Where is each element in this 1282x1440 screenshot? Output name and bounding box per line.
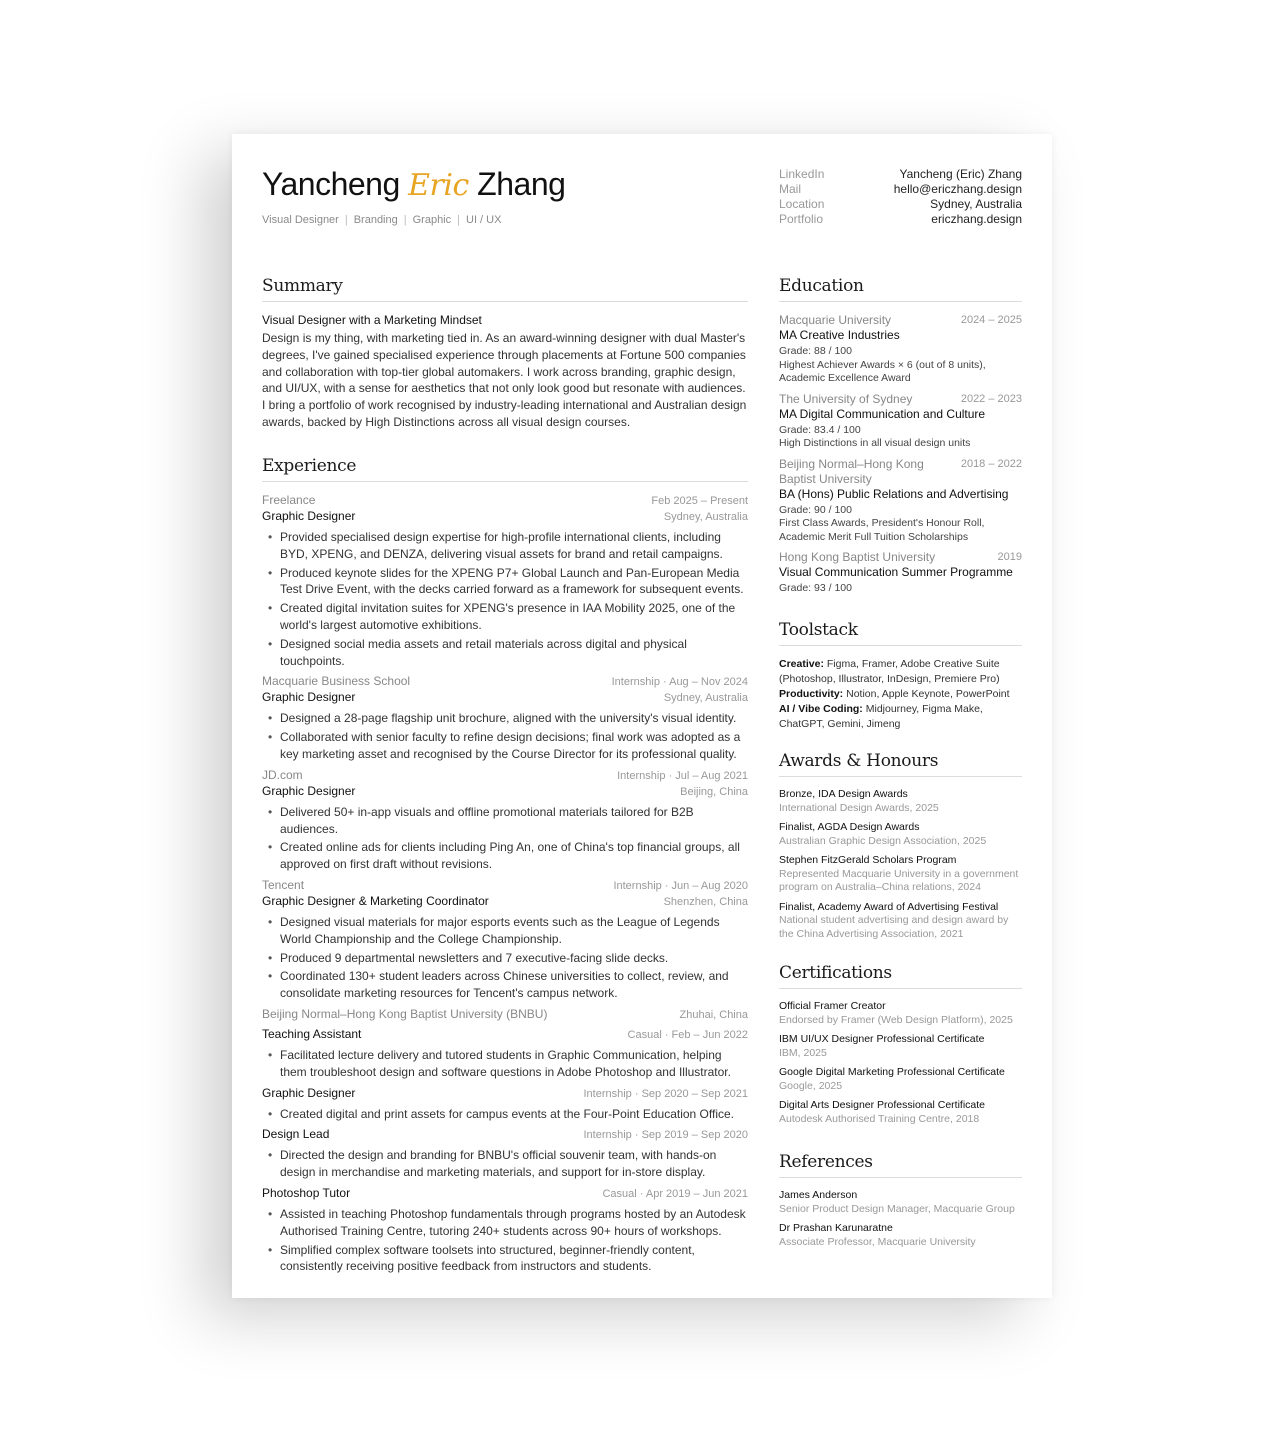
bullet-item: • Assisted in teaching Photoshop fundamentals through programs hosted by an Autodesk Authorised Training Centre, tutoring 240+ students across 90+ hours of workshops. — [262, 1206, 748, 1240]
award-item — [779, 821, 1022, 848]
job-org: JD.com — [262, 767, 303, 782]
toolstack-label: Creative: — [779, 658, 824, 670]
resume-page — [232, 134, 1052, 1298]
education-header — [779, 313, 1022, 328]
education-school: Hong Kong Baptist University — [779, 550, 936, 564]
tag: Visual Designer — [262, 214, 339, 226]
toolstack-section — [779, 620, 1022, 732]
job-entry — [262, 493, 748, 669]
education-grade: Grade: 90 / 100 — [779, 503, 852, 516]
job-subheader — [262, 784, 748, 800]
award-title: Finalist, Academy Award of Advertising Festival — [779, 900, 999, 913]
section-title: Toolstack — [779, 620, 1022, 646]
section-title: Education — [779, 276, 1022, 302]
job-header — [262, 768, 748, 784]
experience-section — [262, 456, 748, 1280]
tag: Branding — [353, 214, 398, 226]
bullet-item: • Produced 9 departmental newsletters and 7 executive-facing slide decks. — [262, 950, 748, 967]
job-header — [262, 878, 748, 894]
section-title: References — [779, 1152, 1022, 1178]
contact-label: Portfolio — [779, 212, 824, 226]
education-item — [779, 392, 1022, 451]
job-dates: Internship · Jul – Aug 2021 — [617, 769, 748, 782]
awards-section — [779, 751, 1022, 947]
education-school: Beijing Normal–Hong Kong Baptist University — [779, 456, 924, 486]
job-role: Photoshop Tutor — [262, 1185, 351, 1200]
reference-title: James Anderson — [779, 1189, 858, 1201]
job-role: Graphic Designer & Marketing Coordinator — [262, 893, 489, 908]
contact-block — [779, 167, 1022, 227]
job-location: Shenzhen, China — [663, 895, 748, 908]
toolstack-value: Midjourney, Figma Make, ChatGPT, Gemini, Jimeng — [779, 703, 983, 730]
education-grade: Grade: 83.4 / 100 — [779, 423, 861, 436]
section-title: Certifications — [779, 963, 1022, 989]
education-item — [779, 550, 1022, 596]
education-note: First Class Awards, President's Honour Roll, Academic Merit Full Tuition Scholarships — [779, 517, 985, 543]
job-location: Beijing, China — [680, 785, 748, 798]
tag: UI / UX — [466, 214, 502, 226]
education-degree: BA (Hons) Public Relations and Advertising — [779, 486, 1009, 501]
award-item — [779, 788, 1022, 815]
education-note: Highest Achiever Awards × 6 (out of 8 units), Academic Excellence Award — [779, 358, 986, 384]
certifications-section — [779, 963, 1022, 1132]
bullet-item: • Collaborated with senior faculty to refine design decisions; final work was adopted as a key marketing asset and recognised by the Course Director for its professional quality. — [262, 729, 748, 763]
job-dates: Internship · Jun – Aug 2020 — [613, 879, 748, 892]
first-name: Yancheng — [262, 166, 400, 202]
job-dates: Internship · Aug – Nov 2024 — [611, 676, 748, 689]
education-item — [779, 313, 1022, 386]
education-school: Macquarie University — [779, 313, 892, 327]
toolstack-value: Notion, Apple Keynote, PowerPoint — [846, 688, 1010, 700]
job-location: Zhuhai, China — [679, 1008, 748, 1021]
bullet-item: • Provided specialised design expertise for high-profile international clients, including BYD, XPENG, and DENZA, delivering visual assets for brand and retail campaigns. — [262, 529, 748, 563]
education-years: 2022 – 2023 — [960, 392, 1022, 405]
summary-body: Design is my thing, with marketing tied in. As an award-winning designer with dual Master's degrees, I've gained specialised experience through placements at Fortune 500 companies and collaboration with top-tier global automakers. I work across branding, graphic design, and UI/UX, with a sense for aesthetics that not only look good but resonate with audiences. I bring a portfolio of work recognised by industry-leading international and Australian design awards, backed by High Distinctions across all visual design courses. — [262, 331, 747, 429]
certification-subtitle: Endorsed by Framer (Web Design Platform), 2025 — [779, 1013, 1013, 1026]
job-dates: Internship · Sep 2019 – Sep 2020 — [583, 1129, 748, 1142]
job-dates: Casual · Feb – Jun 2022 — [627, 1028, 748, 1041]
education-header — [779, 550, 1022, 565]
certification-title: IBM UI/UX Designer Professional Certificate — [779, 1033, 985, 1045]
job-subheader — [262, 1027, 748, 1043]
job-location: Sydney, Australia — [663, 692, 748, 705]
job-role: Teaching Assistant — [262, 1026, 362, 1041]
contact-row — [779, 167, 1022, 182]
toolstack-label: Productivity: — [779, 688, 844, 700]
education-years: 2024 – 2025 — [960, 314, 1022, 326]
education-degree: Visual Communication Summer Programme — [779, 565, 1013, 579]
certification-subtitle: Autodesk Authorised Training Centre, 2018 — [779, 1112, 980, 1125]
education-degree: MA Creative Industries — [779, 328, 900, 342]
toolstack-value: Figma, Framer, Adobe Creative Suite (Photoshop, Illustrator, InDesign, Premiere Pro) — [779, 658, 1000, 685]
awards-list — [779, 788, 1022, 941]
job-bullets — [262, 914, 748, 1002]
job-bullets — [262, 1206, 748, 1275]
education-grade: Grade: 88 / 100 — [779, 345, 852, 357]
bullet-item: • Designed social media assets and retail materials across digital and physical touchpoints. — [262, 636, 748, 670]
job-bullets — [262, 710, 748, 762]
contact-label: Location — [779, 197, 825, 211]
certification-title: Google Digital Marketing Professional Certificate — [779, 1066, 1005, 1078]
job-bullets — [262, 1106, 748, 1123]
job-list — [262, 493, 748, 1002]
job-bullets — [262, 1047, 748, 1081]
full-name — [262, 166, 565, 203]
last-name: Zhang — [477, 166, 566, 202]
bullet-item: • Facilitated lecture delivery and tutored students in Graphic Communication, helping them troubleshoot design and software questions in Adobe Photoshop and Illustrator. — [262, 1047, 748, 1081]
education-grade: Grade: 93 / 100 — [779, 582, 852, 594]
job-header — [262, 674, 748, 690]
toolstack-list — [779, 657, 1022, 732]
job-entry — [262, 674, 748, 762]
references-section — [779, 1152, 1022, 1255]
contact-value: ericzhang.design — [931, 212, 1022, 226]
education-list — [779, 313, 1022, 596]
job-dates: Feb 2025 – Present — [651, 495, 748, 507]
job-role: Graphic Designer — [262, 509, 356, 523]
reference-item — [779, 1189, 1022, 1216]
job-org: Tencent — [262, 877, 305, 892]
certifications-list — [779, 1000, 1022, 1126]
education-degree: MA Digital Communication and Culture — [779, 406, 986, 421]
job-dates: Internship · Sep 2020 – Sep 2021 — [583, 1087, 748, 1100]
job-subheader — [262, 894, 748, 910]
education-school: The University of Sydney — [779, 391, 913, 406]
job-subheader — [262, 509, 748, 525]
award-item — [779, 901, 1022, 942]
education-header — [779, 457, 1022, 487]
contact-value: Sydney, Australia — [930, 197, 1022, 211]
education-header — [779, 392, 1022, 407]
bullet-item: • Created digital and print assets for campus events at the Four-Point Education Office. — [262, 1106, 748, 1123]
job-org: Freelance — [262, 493, 316, 507]
role-tags: Visual Designer | Branding | Graphic | UI / UX — [262, 214, 502, 226]
bullet-item: • Simplified complex software toolsets into structured, beginner-friendly content, consistently receiving positive feedback from instructors and students. — [262, 1242, 748, 1276]
certification-item — [779, 1066, 1022, 1093]
section-title: Awards & Honours — [779, 751, 1022, 777]
job-org: Beijing Normal–Hong Kong Baptist University (BNBU) — [262, 1006, 548, 1021]
contact-label: LinkedIn — [779, 167, 825, 181]
toolstack-line — [779, 702, 1022, 732]
section-title: Summary — [262, 276, 748, 302]
toolstack-label: AI / Vibe Coding: — [779, 703, 863, 715]
bullet-item: • Directed the design and branding for BNBU's official souvenir team, with hands-on design in merchandise and marketing materials, and support for in-store display. — [262, 1147, 748, 1181]
bullet-item: • Created digital invitation suites for XPENG's presence in IAA Mobility 2025, one of the world's largest automotive exhibitions. — [262, 600, 748, 634]
contact-row — [779, 212, 1022, 227]
contact-row — [779, 197, 1022, 212]
education-item — [779, 457, 1022, 545]
job-location: Sydney, Australia — [663, 511, 748, 523]
job-header — [262, 493, 748, 509]
award-subtitle: National student advertising and design award by the China Advertising Association, 2021 — [779, 914, 1009, 940]
certification-subtitle: IBM, 2025 — [779, 1046, 827, 1059]
job-role: Graphic Designer — [262, 1085, 356, 1100]
job-entry — [262, 878, 748, 1002]
tag: Graphic — [412, 214, 452, 226]
job-role: Graphic Designer — [262, 690, 356, 705]
award-subtitle: Australian Graphic Design Association, 2025 — [779, 834, 987, 847]
award-subtitle: Represented Macquarie University in a government program on Australia–China relations, 2024 — [779, 867, 1019, 893]
summary-headline: Visual Designer with a Marketing Mindset — [262, 313, 482, 327]
job-org: Macquarie Business School — [262, 674, 411, 689]
bnbu-roles — [262, 1027, 748, 1275]
award-title: Stephen FitzGerald Scholars Program — [779, 854, 957, 866]
job-role: Design Lead — [262, 1127, 330, 1142]
bullet-item: • Designed a 28-page flagship unit brochure, aligned with the university's visual identity. — [262, 710, 748, 727]
award-title: Finalist, AGDA Design Awards — [779, 821, 920, 833]
award-subtitle: International Design Awards, 2025 — [779, 801, 939, 814]
toolstack-line — [779, 687, 1022, 702]
certification-item — [779, 1099, 1022, 1126]
summary-section — [262, 276, 748, 431]
contact-label: Mail — [779, 182, 802, 196]
reference-title: Dr Prashan Karunaratne — [779, 1222, 893, 1234]
education-note: High Distinctions in all visual design units — [779, 437, 971, 449]
certification-title: Official Framer Creator — [779, 1000, 886, 1012]
education-years: 2019 — [997, 551, 1022, 563]
job-subheader — [262, 1186, 748, 1202]
reference-subtitle: Associate Professor, Macquarie University — [779, 1235, 976, 1248]
bullet-item: • Coordinated 130+ student leaders across Chinese universities to collect, review, and consolidate marketing resources for Tencent's campus network. — [262, 968, 748, 1002]
bullet-item: • Produced keynote slides for the XPENG P7+ Global Launch and Pan-European Media Test Drive Event, with the decks carried forward as a framework for subsequent events. — [262, 565, 748, 599]
job-dates: Casual · Apr 2019 – Jun 2021 — [602, 1187, 748, 1200]
nickname: Eric — [408, 168, 469, 203]
job-bullets — [262, 804, 748, 873]
job-entry — [262, 768, 748, 873]
award-item — [779, 854, 1022, 895]
job-bullets — [262, 1147, 748, 1181]
section-title: Experience — [262, 456, 748, 482]
bullet-item: • Delivered 50+ in-app visuals and offline promotional materials tailored for B2B audiences. — [262, 804, 748, 838]
contact-value: hello@ericzhang.design — [893, 182, 1022, 196]
contact-row — [779, 182, 1022, 197]
certification-subtitle: Google, 2025 — [779, 1079, 843, 1092]
certification-item — [779, 1033, 1022, 1060]
education-years: 2018 – 2022 — [960, 457, 1022, 470]
certification-item — [779, 1000, 1022, 1027]
reference-item — [779, 1222, 1022, 1249]
bullet-item: • Created online ads for clients including Ping An, one of China's top financial groups, all approved on first draft without revisions. — [262, 839, 748, 873]
toolstack-line — [779, 657, 1022, 687]
job-subheader — [262, 1086, 748, 1102]
job-bnbu — [262, 1007, 748, 1275]
reference-subtitle: Senior Product Design Manager, Macquarie Group — [779, 1202, 1015, 1215]
job-subheader — [262, 1127, 748, 1143]
bullet-item: • Designed visual materials for major esports events such as the League of Legends World Championship and the College Championship. — [262, 914, 748, 948]
certification-title: Digital Arts Designer Professional Certificate — [779, 1099, 986, 1111]
job-role: Graphic Designer — [262, 783, 356, 798]
award-title: Bronze, IDA Design Awards — [779, 788, 908, 800]
contact-value: Yancheng (Eric) Zhang — [899, 167, 1022, 181]
job-subheader — [262, 690, 748, 706]
references-list — [779, 1189, 1022, 1249]
education-section — [779, 276, 1022, 602]
job-bullets — [262, 529, 748, 669]
